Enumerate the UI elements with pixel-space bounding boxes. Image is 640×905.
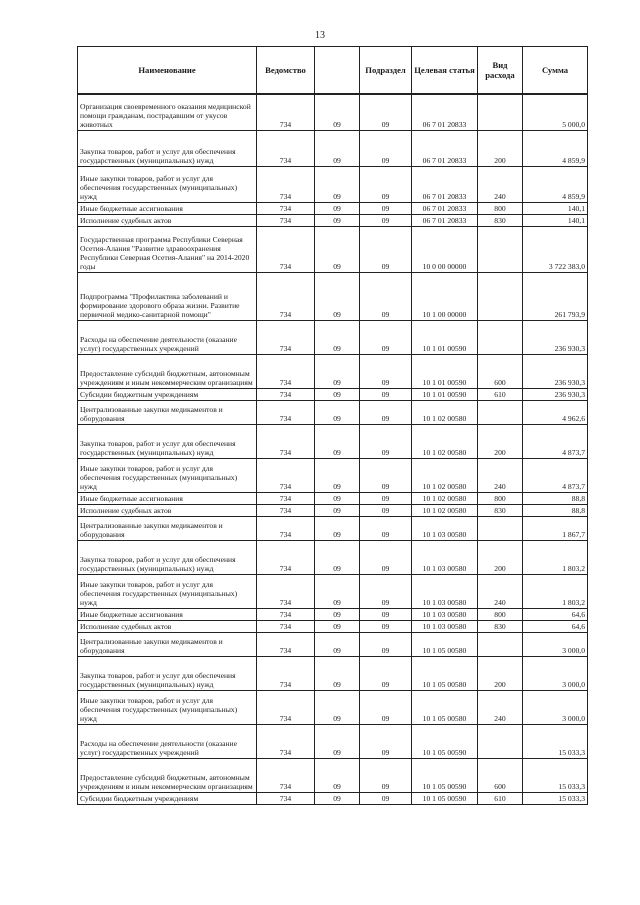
row-target-article: 10 1 01 00590	[412, 388, 478, 400]
row-target-article: 10 1 03 00580	[412, 574, 478, 608]
row-subsection: 09	[360, 130, 412, 166]
row-amount: 64,6	[523, 620, 588, 632]
row-department: 734	[257, 214, 315, 226]
row-target-article: 10 1 02 00580	[412, 492, 478, 504]
row-subsection: 09	[360, 492, 412, 504]
row-subsection: 09	[360, 690, 412, 724]
row-section: 09	[315, 758, 360, 792]
row-name: Предоставление субсидий бюджетным, автономным учреждениям и иным некоммерческим организациям	[78, 354, 257, 388]
row-amount: 236 930,3	[523, 354, 588, 388]
row-expense-type: 600	[478, 354, 523, 388]
row-target-article: 06 7 01 20833	[412, 130, 478, 166]
row-target-article: 10 1 01 00590	[412, 354, 478, 388]
row-amount: 5 000,0	[523, 94, 588, 130]
row-section: 09	[315, 632, 360, 656]
row-name: Государственная программа Республики Северная Осетия-Алания "Развитие здравоохранения Республики Северная Осетия-Алания" на 2014-2020 годы	[78, 226, 257, 272]
row-section: 09	[315, 656, 360, 690]
row-department: 734	[257, 632, 315, 656]
row-expense-type: 800	[478, 202, 523, 214]
row-name: Централизованные закупки медикаментов и оборудования	[78, 516, 257, 540]
table-row	[78, 620, 588, 632]
row-section: 09	[315, 690, 360, 724]
row-expense-type: 200	[478, 130, 523, 166]
row-department: 734	[257, 492, 315, 504]
row-name: Закупка товаров, работ и услуг для обеспечения государственных (муниципальных) нужд	[78, 656, 257, 690]
table-row	[78, 424, 588, 458]
row-expense-type	[478, 272, 523, 320]
row-department: 734	[257, 424, 315, 458]
row-amount: 3 722 383,0	[523, 226, 588, 272]
row-section: 09	[315, 724, 360, 758]
row-expense-type: 830	[478, 504, 523, 516]
row-department: 734	[257, 202, 315, 214]
row-name: Иные бюджетные ассигнования	[78, 202, 257, 214]
row-name: Иные бюджетные ассигнования	[78, 608, 257, 620]
row-amount: 4 859,9	[523, 130, 588, 166]
table-row	[78, 354, 588, 388]
row-amount: 1 867,7	[523, 516, 588, 540]
row-expense-type	[478, 94, 523, 130]
table-row	[78, 690, 588, 724]
row-target-article: 10 1 03 00580	[412, 620, 478, 632]
row-section: 09	[315, 202, 360, 214]
table-row	[78, 130, 588, 166]
row-target-article: 10 1 00 00000	[412, 272, 478, 320]
row-subsection: 09	[360, 632, 412, 656]
row-target-article: 10 1 05 00580	[412, 690, 478, 724]
row-amount: 88,8	[523, 492, 588, 504]
row-amount: 15 033,3	[523, 758, 588, 792]
row-section: 09	[315, 214, 360, 226]
table-row	[78, 202, 588, 214]
row-section: 09	[315, 354, 360, 388]
row-subsection: 09	[360, 214, 412, 226]
row-section: 09	[315, 130, 360, 166]
row-name: Субсидии бюджетным учреждениям	[78, 388, 257, 400]
row-expense-type: 200	[478, 656, 523, 690]
table-row	[78, 320, 588, 354]
row-amount: 3 000,0	[523, 690, 588, 724]
row-amount: 4 873,7	[523, 424, 588, 458]
row-section: 09	[315, 458, 360, 492]
row-section: 09	[315, 400, 360, 424]
row-target-article: 10 1 03 00580	[412, 608, 478, 620]
row-name: Подпрограмма "Профилактика заболеваний и формирование здорового образа жизни. Развитие первичной медико-санитарной помощи"	[78, 272, 257, 320]
row-subsection: 09	[360, 94, 412, 130]
row-subsection: 09	[360, 388, 412, 400]
row-department: 734	[257, 320, 315, 354]
row-department: 734	[257, 226, 315, 272]
row-name: Предоставление субсидий бюджетным, автономным учреждениям и иным некоммерческим организациям	[78, 758, 257, 792]
row-amount: 88,8	[523, 504, 588, 516]
row-name: Расходы на обеспечение деятельности (оказание услуг) государственных учреждений	[78, 320, 257, 354]
row-department: 734	[257, 620, 315, 632]
row-name: Закупка товаров, работ и услуг для обеспечения государственных (муниципальных) нужд	[78, 130, 257, 166]
table-row	[78, 504, 588, 516]
header-department: Ведомство	[257, 47, 315, 95]
header-row	[78, 47, 588, 95]
table-row	[78, 94, 588, 130]
row-department: 734	[257, 758, 315, 792]
row-target-article: 10 0 00 00000	[412, 226, 478, 272]
table-row	[78, 492, 588, 504]
row-department: 734	[257, 354, 315, 388]
row-section: 09	[315, 620, 360, 632]
row-expense-type: 240	[478, 690, 523, 724]
row-target-article: 06 7 01 20833	[412, 166, 478, 202]
row-department: 734	[257, 574, 315, 608]
row-target-article: 10 1 02 00580	[412, 458, 478, 492]
row-department: 734	[257, 792, 315, 804]
row-department: 734	[257, 388, 315, 400]
row-expense-type	[478, 724, 523, 758]
row-target-article: 06 7 01 20833	[412, 214, 478, 226]
row-amount: 1 803,2	[523, 540, 588, 574]
row-expense-type: 200	[478, 540, 523, 574]
row-amount: 236 930,3	[523, 388, 588, 400]
row-target-article: 06 7 01 20833	[412, 202, 478, 214]
row-expense-type: 240	[478, 574, 523, 608]
row-section: 09	[315, 388, 360, 400]
row-section: 09	[315, 504, 360, 516]
header-target-article: Целевая статья	[412, 47, 478, 95]
row-subsection: 09	[360, 656, 412, 690]
row-subsection: 09	[360, 792, 412, 804]
row-subsection: 09	[360, 458, 412, 492]
row-target-article: 10 1 01 00590	[412, 320, 478, 354]
row-department: 734	[257, 400, 315, 424]
header-expense-type: Вид расхода	[478, 47, 523, 95]
row-name: Организация своевременного оказания медицинской помощи гражданам, пострадавшим от укусов животных	[78, 94, 257, 130]
row-target-article: 10 1 05 00590	[412, 758, 478, 792]
row-expense-type: 610	[478, 388, 523, 400]
table-row	[78, 516, 588, 540]
row-subsection: 09	[360, 424, 412, 458]
row-amount: 4 859,9	[523, 166, 588, 202]
row-amount: 15 033,3	[523, 724, 588, 758]
row-name: Закупка товаров, работ и услуг для обеспечения государственных (муниципальных) нужд	[78, 540, 257, 574]
row-section: 09	[315, 540, 360, 574]
row-expense-type: 240	[478, 166, 523, 202]
budget-table	[77, 46, 588, 805]
row-name: Иные бюджетные ассигнования	[78, 492, 257, 504]
row-subsection: 09	[360, 202, 412, 214]
row-subsection: 09	[360, 272, 412, 320]
row-name: Исполнение судебных актов	[78, 620, 257, 632]
row-target-article: 10 1 02 00580	[412, 424, 478, 458]
row-amount: 15 033,3	[523, 792, 588, 804]
row-expense-type: 800	[478, 492, 523, 504]
row-subsection: 09	[360, 400, 412, 424]
row-department: 734	[257, 504, 315, 516]
page-number: 13	[315, 30, 325, 41]
table-row	[78, 388, 588, 400]
row-section: 09	[315, 492, 360, 504]
row-section: 09	[315, 272, 360, 320]
row-subsection: 09	[360, 574, 412, 608]
row-section: 09	[315, 424, 360, 458]
row-expense-type: 200	[478, 424, 523, 458]
table-row	[78, 656, 588, 690]
row-department: 734	[257, 272, 315, 320]
table-row	[78, 758, 588, 792]
row-expense-type	[478, 400, 523, 424]
table-row	[78, 272, 588, 320]
row-name: Расходы на обеспечение деятельности (оказание услуг) государственных учреждений	[78, 724, 257, 758]
row-expense-type: 830	[478, 620, 523, 632]
row-amount: 3 000,0	[523, 632, 588, 656]
row-amount: 4 962,6	[523, 400, 588, 424]
table-row	[78, 166, 588, 202]
row-expense-type	[478, 320, 523, 354]
table-row	[78, 540, 588, 574]
table-row	[78, 574, 588, 608]
row-subsection: 09	[360, 320, 412, 354]
row-name: Исполнение судебных актов	[78, 504, 257, 516]
row-department: 734	[257, 130, 315, 166]
row-amount: 1 803,2	[523, 574, 588, 608]
table-body	[78, 94, 588, 804]
header-amount: Сумма	[523, 47, 588, 95]
row-amount: 236 930,3	[523, 320, 588, 354]
row-department: 734	[257, 690, 315, 724]
row-target-article: 10 1 02 00580	[412, 504, 478, 516]
row-name: Иные закупки товаров, работ и услуг для обеспечения государственных (муниципальных) нужд	[78, 690, 257, 724]
row-section: 09	[315, 320, 360, 354]
row-amount: 64,6	[523, 608, 588, 620]
row-expense-type: 800	[478, 608, 523, 620]
row-section: 09	[315, 94, 360, 130]
row-subsection: 09	[360, 166, 412, 202]
row-section: 09	[315, 792, 360, 804]
row-expense-type: 240	[478, 458, 523, 492]
row-amount: 140,1	[523, 214, 588, 226]
row-subsection: 09	[360, 724, 412, 758]
row-subsection: 09	[360, 758, 412, 792]
table-row	[78, 458, 588, 492]
row-department: 734	[257, 458, 315, 492]
table-row	[78, 724, 588, 758]
row-name: Иные закупки товаров, работ и услуг для обеспечения государственных (муниципальных) нужд	[78, 458, 257, 492]
row-name: Закупка товаров, работ и услуг для обеспечения государственных (муниципальных) нужд	[78, 424, 257, 458]
row-subsection: 09	[360, 540, 412, 574]
row-section: 09	[315, 166, 360, 202]
row-name: Иные закупки товаров, работ и услуг для обеспечения государственных (муниципальных) нужд	[78, 166, 257, 202]
row-target-article: 10 1 02 00580	[412, 400, 478, 424]
header-section	[315, 47, 360, 95]
row-name: Иные закупки товаров, работ и услуг для обеспечения государственных (муниципальных) нужд	[78, 574, 257, 608]
row-section: 09	[315, 516, 360, 540]
row-section: 09	[315, 226, 360, 272]
row-target-article: 10 1 05 00580	[412, 632, 478, 656]
row-target-article: 06 7 01 20833	[412, 94, 478, 130]
row-target-article: 10 1 05 00590	[412, 724, 478, 758]
row-department: 734	[257, 94, 315, 130]
row-expense-type: 600	[478, 758, 523, 792]
row-subsection: 09	[360, 620, 412, 632]
row-department: 734	[257, 608, 315, 620]
row-section: 09	[315, 574, 360, 608]
row-department: 734	[257, 516, 315, 540]
row-expense-type: 830	[478, 214, 523, 226]
row-name: Исполнение судебных актов	[78, 214, 257, 226]
row-target-article: 10 1 05 00590	[412, 792, 478, 804]
row-amount: 261 793,9	[523, 272, 588, 320]
row-subsection: 09	[360, 354, 412, 388]
row-subsection: 09	[360, 226, 412, 272]
header-subsection: Подраздел	[360, 47, 412, 95]
header-name: Наименование	[78, 47, 257, 95]
row-subsection: 09	[360, 608, 412, 620]
row-amount: 4 873,7	[523, 458, 588, 492]
row-expense-type: 610	[478, 792, 523, 804]
row-department: 734	[257, 166, 315, 202]
table-row	[78, 214, 588, 226]
row-subsection: 09	[360, 504, 412, 516]
row-expense-type	[478, 226, 523, 272]
row-section: 09	[315, 608, 360, 620]
row-name: Субсидии бюджетным учреждениям	[78, 792, 257, 804]
table-row	[78, 608, 588, 620]
table-row	[78, 400, 588, 424]
row-expense-type	[478, 516, 523, 540]
row-expense-type	[478, 632, 523, 656]
row-target-article: 10 1 03 00580	[412, 516, 478, 540]
row-department: 734	[257, 656, 315, 690]
table-row	[78, 632, 588, 656]
row-department: 734	[257, 540, 315, 574]
row-target-article: 10 1 03 00580	[412, 540, 478, 574]
row-name: Централизованные закупки медикаментов и оборудования	[78, 400, 257, 424]
row-amount: 140,1	[523, 202, 588, 214]
row-department: 734	[257, 724, 315, 758]
table-row	[78, 792, 588, 804]
row-target-article: 10 1 05 00580	[412, 656, 478, 690]
table-row	[78, 226, 588, 272]
row-name: Централизованные закупки медикаментов и оборудования	[78, 632, 257, 656]
row-subsection: 09	[360, 516, 412, 540]
row-amount: 3 000,0	[523, 656, 588, 690]
